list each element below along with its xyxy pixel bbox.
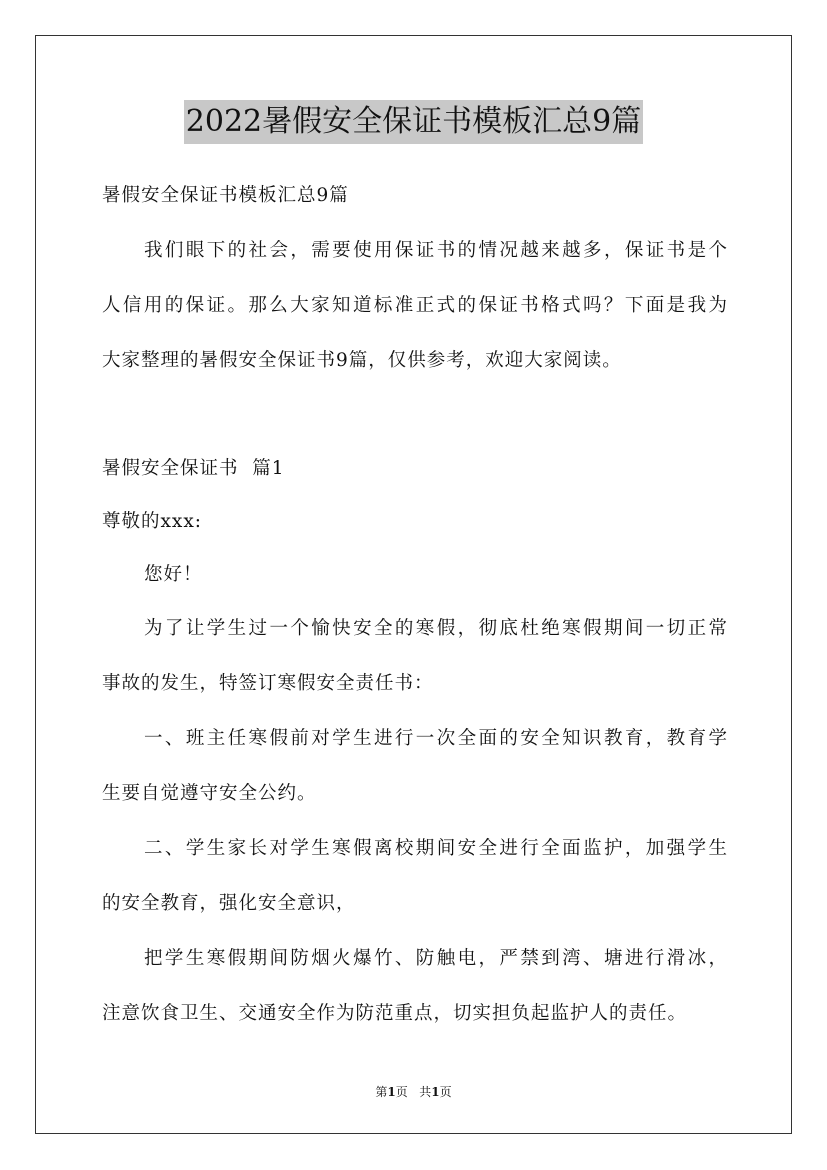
paragraph-3-line-2: 的安全教育，强化安全意识， [102,893,356,914]
paragraph-4-line-2: 注意饮食卫生、交通安全作为防范重点，切实担负起监护人的责任。 [102,1003,688,1024]
paragraph-2-line-2: 生要自觉遵守安全公约。 [102,783,317,804]
title-container [0,100,827,144]
intro-line-3: 大家整理的暑假安全保证书9篇，仅供参考，欢迎大家阅读。 [102,350,622,371]
page-label-prefix: 第 [375,1085,388,1099]
greeting: 您好！ [144,564,203,585]
total-label-suffix: 页 [439,1085,452,1099]
blank-line [102,388,728,442]
salutation: 尊敬的xxx: [102,511,203,532]
paragraph-1-line-1: 为了让学生过一个愉快安全的寒假，彻底杜绝寒假期间一切正常 [144,618,728,639]
page-label-suffix: 页 [395,1085,408,1099]
paragraph-3-line-1: 二、学生家长对学生寒假离校期间安全进行全面监护，加强学生 [144,838,728,859]
paragraph-1-line-2: 事故的发生，特签订寒假安全责任书： [102,673,434,694]
paragraph-2-line-1: 一、班主任寒假前对学生进行一次全面的安全知识教育，教育学 [144,728,728,749]
page-footer [0,1083,827,1100]
intro-line-1: 我们眼下的社会，需要使用保证书的情况越来越多，保证书是个 [144,240,728,261]
page-number: 1 [387,1085,396,1099]
document-body [102,168,728,1041]
paragraph-4-line-1: 把学生寒假期间防烟火爆竹、防触电，严禁到湾、塘进行滑冰， [144,948,728,969]
total-label-prefix: 共 [419,1085,432,1099]
section-heading: 暑假安全保证书 篇1 [102,458,285,479]
document-subtitle: 暑假安全保证书模板汇总9篇 [102,185,349,206]
intro-line-2: 人信用的保证。那么大家知道标准正式的保证书格式吗？下面是我为 [102,295,728,316]
total-pages: 1 [431,1085,440,1099]
document-title: 2022暑假安全保证书模板汇总9篇 [184,100,643,144]
